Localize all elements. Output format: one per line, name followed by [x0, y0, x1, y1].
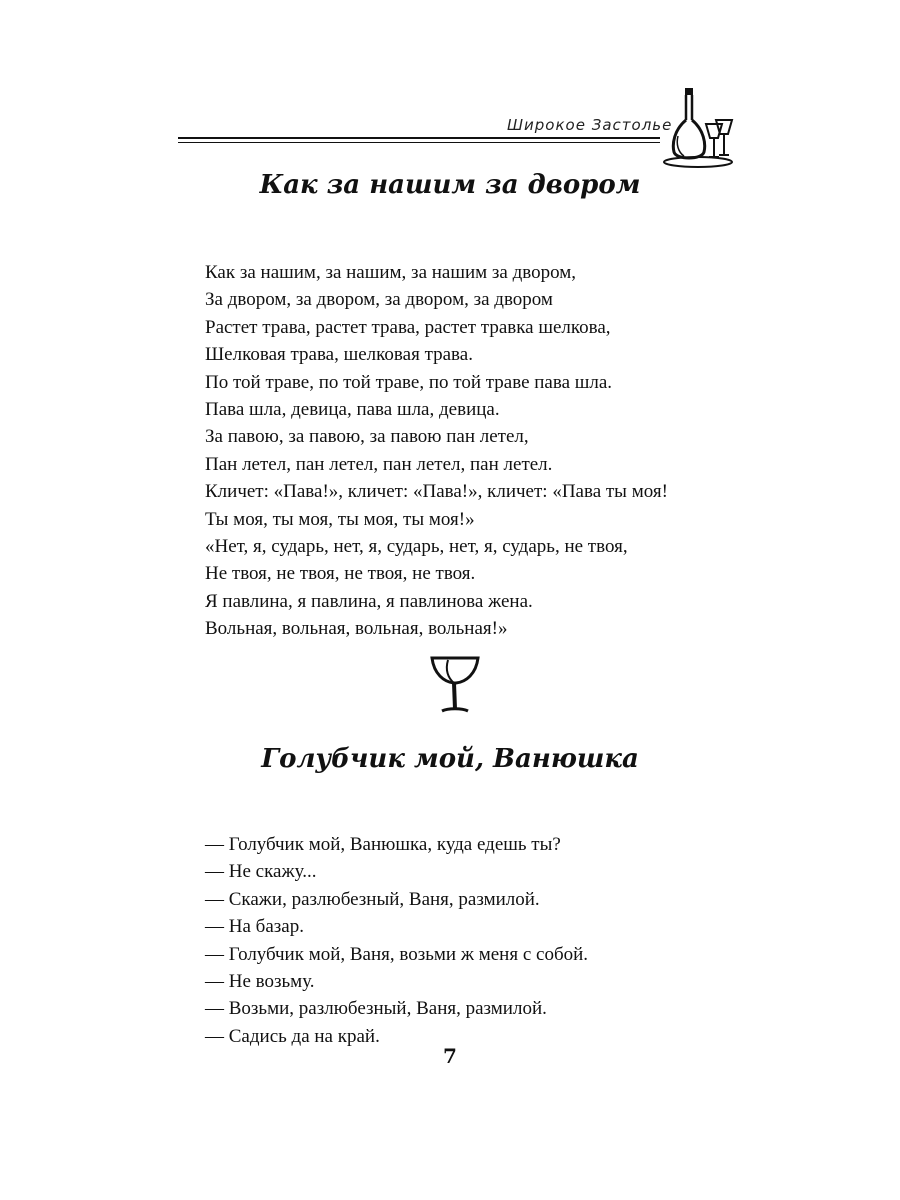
- lyric-line: Шелковая трава, шелковая трава.: [205, 344, 473, 366]
- lyric-line: Как за нашим, за нашим, за нашим за двором,: [205, 262, 577, 283]
- lyric-line: — На базар.: [205, 916, 304, 938]
- lyric-line: — Не скажу...: [205, 861, 317, 883]
- lyric-line: — Садись да на край.: [205, 1025, 380, 1047]
- lyric-line: Пава шла, девица, пава шла, девица.: [205, 399, 500, 421]
- lyric-line: — Не возьму.: [205, 971, 315, 993]
- lyric-line: — Скажи, разлюбезный, Ваня, размилой.: [205, 888, 540, 910]
- lyric-line: — Возьми, разлюбезный, Ваня, размилой.: [205, 998, 547, 1020]
- song-lyrics: [205, 831, 588, 1050]
- lyric-line: Ты моя, ты моя, ты моя, ты моя!»: [205, 508, 475, 530]
- lyric-line: — Голубчик мой, Ваня, возьми ж меня с собой.: [205, 943, 589, 965]
- lyric-line: Вольная, вольная, вольная, вольная!»: [205, 618, 508, 640]
- lyric-line: — Голубчик мой, Ванюшка, куда едешь ты?: [205, 834, 561, 855]
- running-title: Широкое Застолье: [507, 116, 673, 134]
- lyric-line: Не твоя, не твоя, не твоя, не твоя.: [205, 563, 476, 585]
- lyric-line: «Нет, я, сударь, нет, я, сударь, нет, я, сударь, не твоя,: [205, 536, 628, 558]
- song-lyrics: [205, 259, 668, 643]
- header-rule-thin: [178, 142, 660, 143]
- lyric-line: За павою, за павою, за павою пан летел,: [205, 426, 529, 448]
- lyric-line: По той траве, по той траве, по той траве пава шла.: [205, 371, 613, 393]
- lyric-line: За двором, за двором, за двором, за двором: [205, 289, 553, 311]
- header-rule-thick: [178, 137, 660, 139]
- song-title: Голубчик мой, Ванюшка: [261, 744, 639, 774]
- lyric-line: Кличет: «Пава!», кличет: «Пава!», кличет: «Пава ты моя!: [205, 481, 668, 503]
- lyric-line: Пан летел, пан летел, пан летел, пан летел.: [205, 453, 553, 475]
- champagne-coupe-icon: [428, 652, 482, 716]
- lyric-line: Растет трава, растет трава, растет травка шелкова,: [205, 316, 611, 338]
- song-title: Как за нашим за двором: [259, 170, 641, 200]
- page-number: 7: [443, 1044, 457, 1068]
- decanter-and-glasses-icon: [660, 84, 740, 170]
- lyric-line: Я павлина, я павлина, я павлинова жена.: [205, 590, 533, 612]
